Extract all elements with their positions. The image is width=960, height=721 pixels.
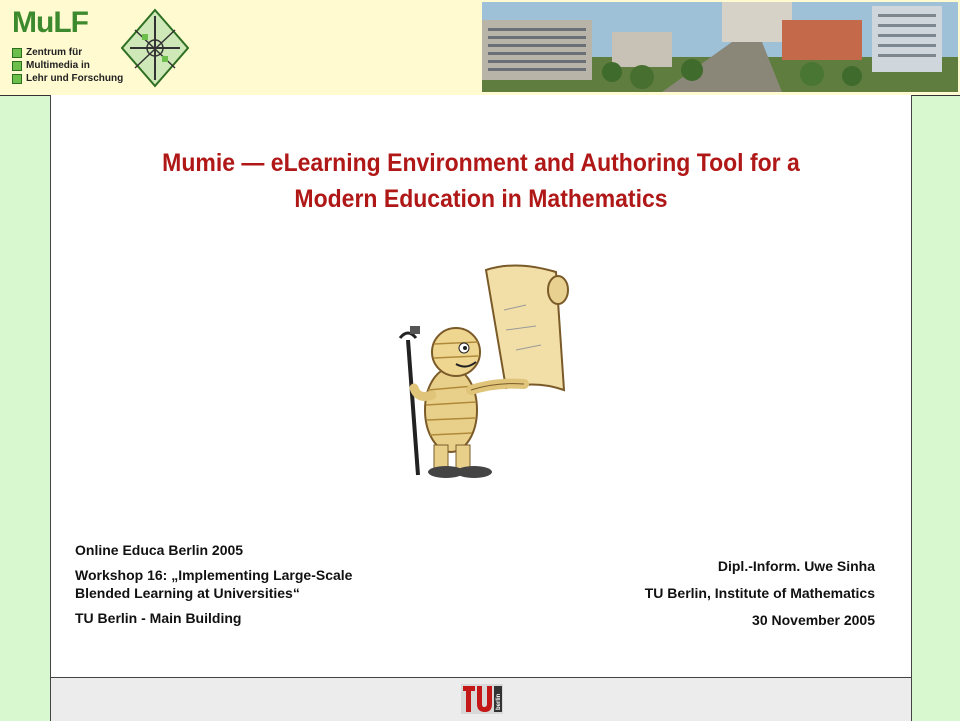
event-name: Online Educa Berlin 2005	[75, 542, 244, 558]
mummy-mascot-icon	[396, 260, 626, 480]
slide-title-line-2: Modern Education in Mathematics	[294, 185, 668, 213]
slide-content	[50, 95, 912, 677]
campus-aerial-photo	[482, 2, 958, 92]
slide-title	[104, 145, 858, 217]
tu-berlin-logo-icon	[459, 682, 505, 716]
mulf-logo-lines	[12, 46, 123, 85]
author-info	[645, 557, 875, 638]
event-info	[75, 541, 355, 634]
footer-band	[50, 677, 912, 721]
slide-title-line-1: Mumie — eLearning Environment and Authoring Tool for a	[162, 149, 800, 177]
tu-logo-text: berlin	[496, 693, 502, 710]
mulf-logo-line-3: Lehr und Forschung	[26, 73, 124, 84]
header-band	[0, 0, 960, 96]
author-affiliation: TU Berlin, Institute of Mathematics	[644, 585, 875, 601]
workshop-title: Workshop 16: „Implementing Large-Scale Blended Learning at Universities“	[75, 567, 353, 601]
city-map-icon	[120, 8, 190, 88]
presentation-date: 30 November 2005	[752, 612, 875, 628]
mulf-logo-name: MuLF	[12, 6, 88, 39]
event-location: TU Berlin - Main Building	[75, 610, 242, 626]
mulf-logo-line-1: Zentrum für	[26, 47, 83, 58]
mulf-logo	[8, 6, 198, 90]
mulf-logo-line-2: Multimedia in	[26, 60, 90, 71]
author-name: Dipl.-Inform. Uwe Sinha	[717, 558, 875, 574]
